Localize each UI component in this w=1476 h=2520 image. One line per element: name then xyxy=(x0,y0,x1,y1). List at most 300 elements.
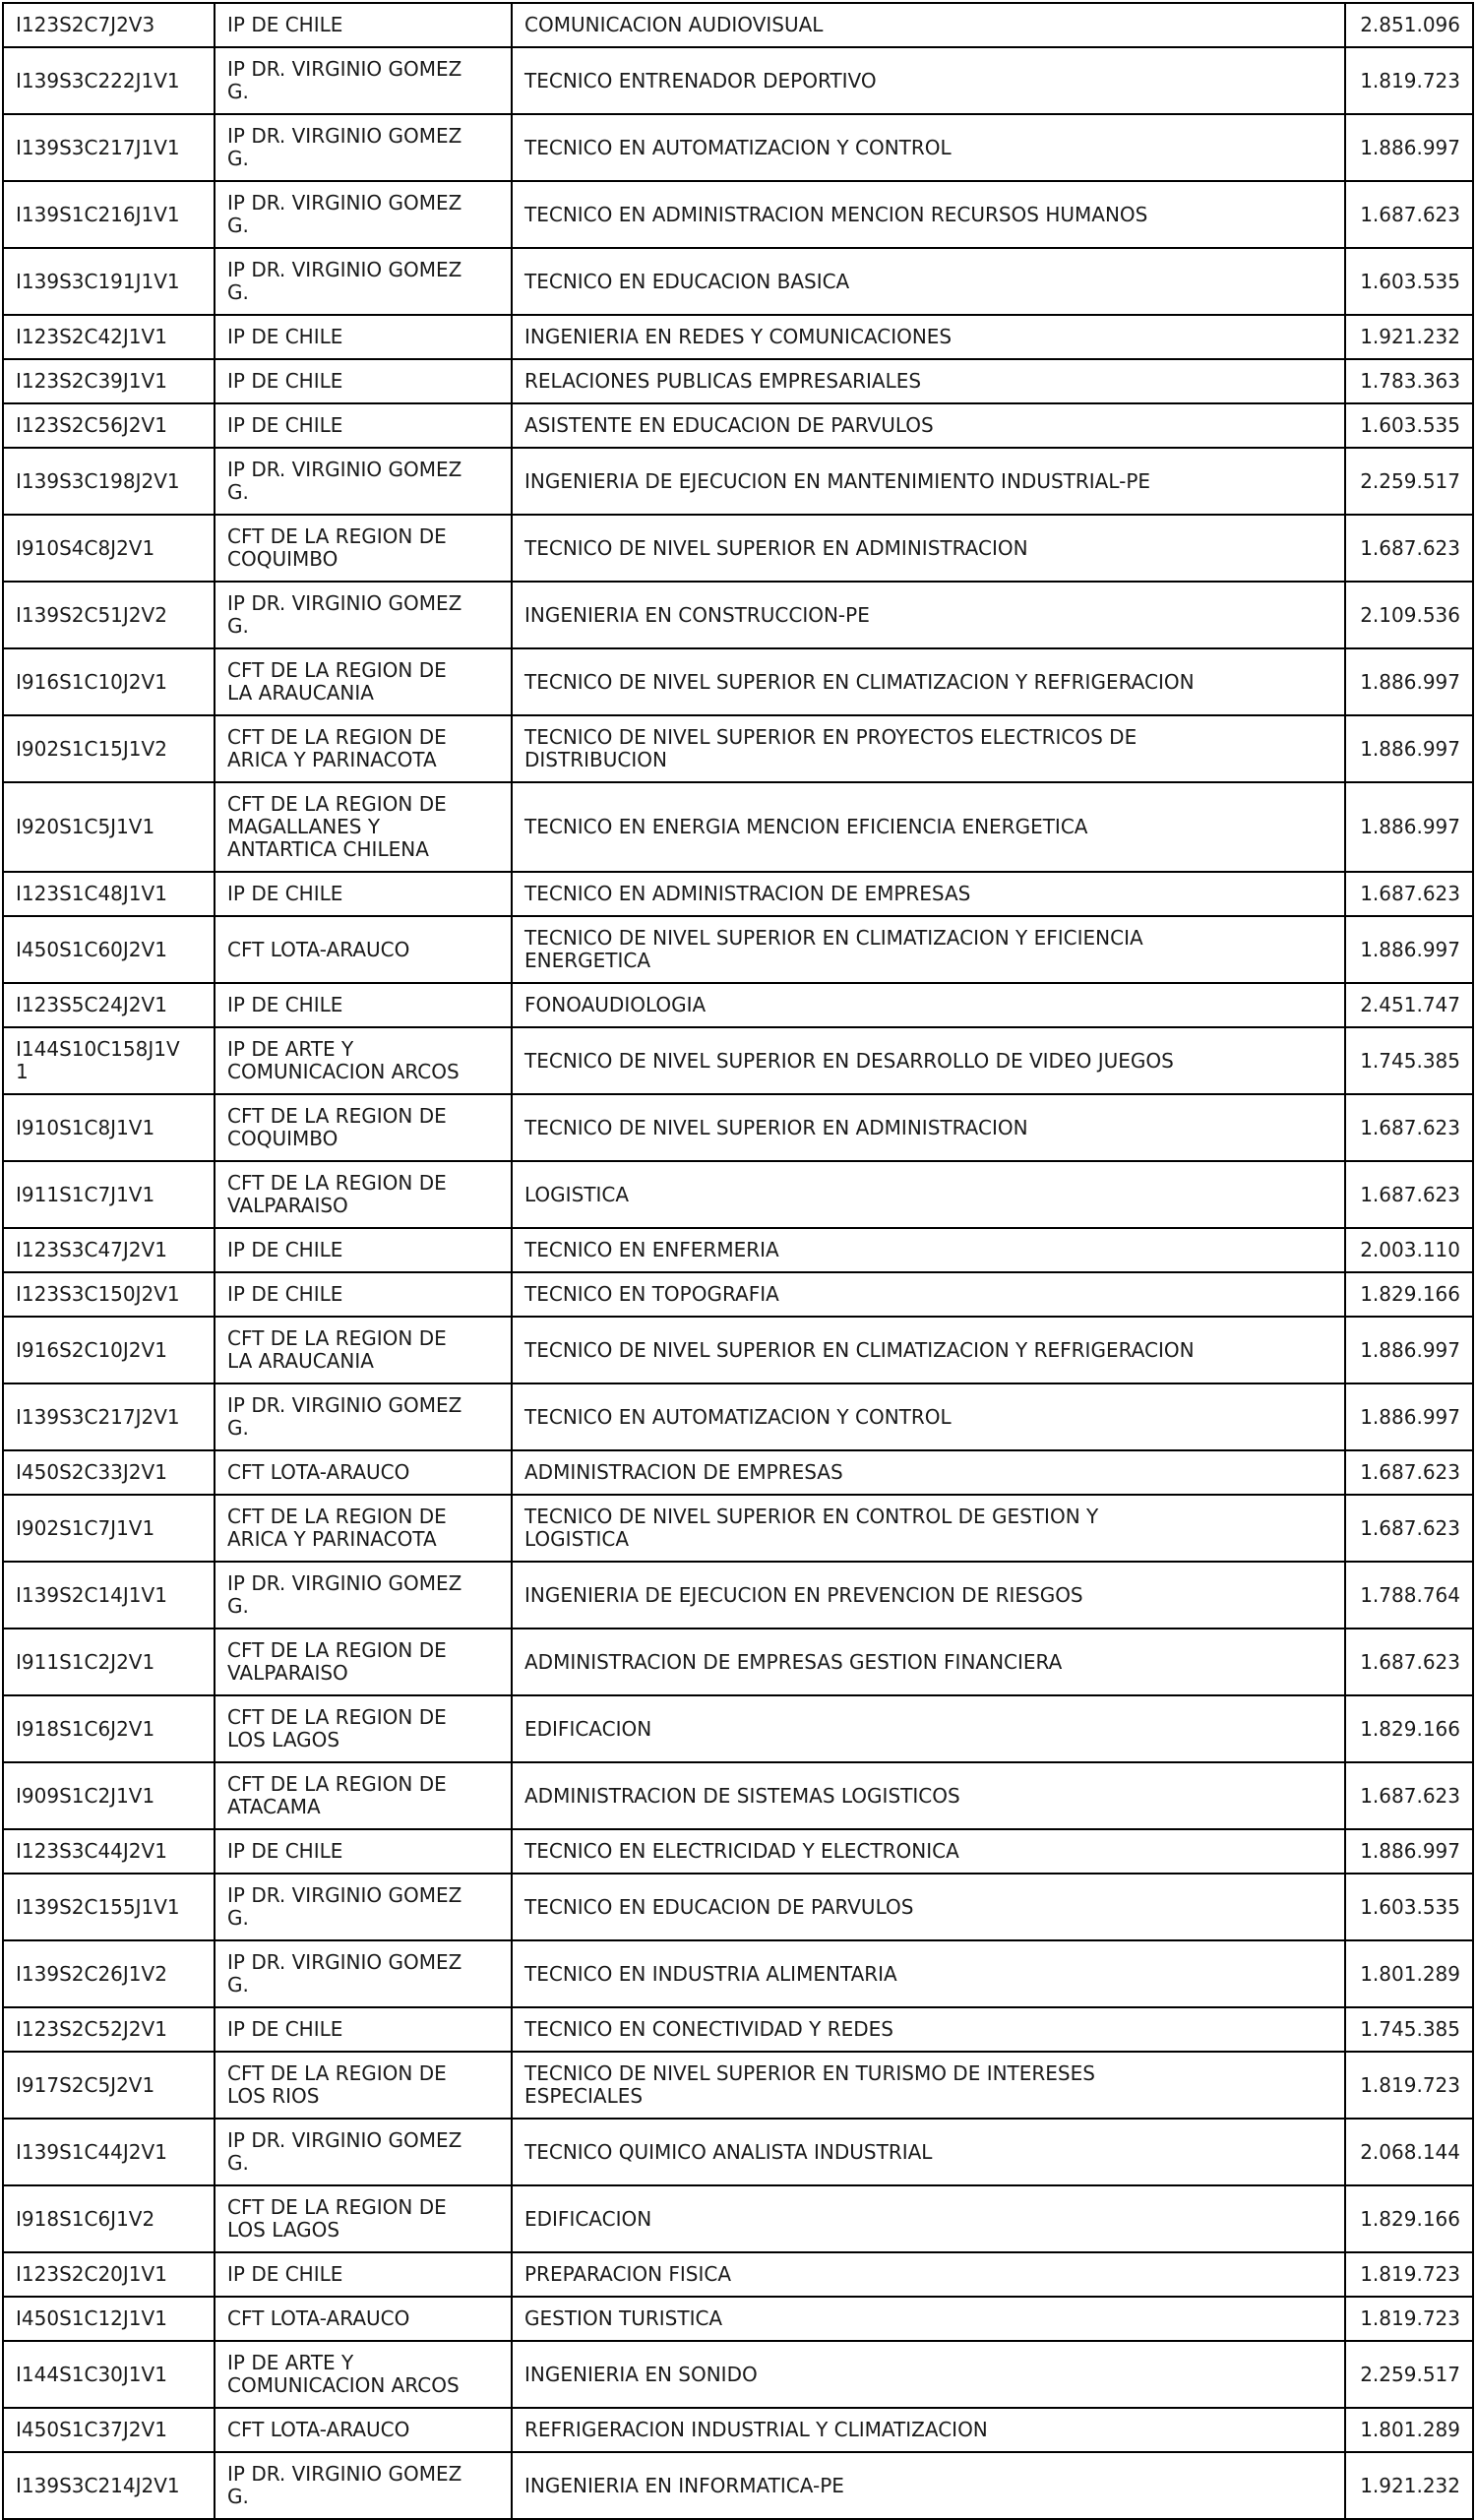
amount-text: 1.886.997 xyxy=(1360,135,1460,159)
table-row xyxy=(3,1027,1473,1094)
institution-text: IP DR. VIRGINIO GOMEZ G. xyxy=(227,2128,462,2175)
program-cell xyxy=(512,1094,1345,1161)
program-cell xyxy=(512,315,1345,359)
amount-text: 1.819.723 xyxy=(1360,2306,1460,2330)
table-row xyxy=(3,1272,1473,1317)
code-text: I139S2C26J1V2 xyxy=(16,1961,167,1986)
institution-cell xyxy=(215,1161,512,1228)
institution-cell xyxy=(215,1094,512,1161)
amount-cell xyxy=(1345,2052,1473,2119)
program-text: TECNICO EN CONECTIVIDAD Y REDES xyxy=(524,2017,893,2041)
code-text: I902S1C15J1V2 xyxy=(16,736,167,761)
code-text: I911S1C7J1V1 xyxy=(16,1182,155,1206)
amount-text: 1.687.623 xyxy=(1360,882,1460,905)
program-cell xyxy=(512,515,1345,582)
amount-text: 1.603.535 xyxy=(1360,269,1460,293)
amount-text: 1.819.723 xyxy=(1360,2262,1460,2286)
amount-cell xyxy=(1345,916,1473,983)
institution-cell xyxy=(215,1228,512,1272)
code-cell xyxy=(3,359,215,403)
program-text: COMUNICACION AUDIOVISUAL xyxy=(524,13,824,36)
amount-text: 1.687.623 xyxy=(1360,1649,1460,1674)
program-cell xyxy=(512,1317,1345,1383)
amount-text: 1.886.997 xyxy=(1360,736,1460,761)
table-row xyxy=(3,916,1473,983)
institution-text: CFT LOTA-ARAUCO xyxy=(227,937,410,961)
institution-text: IP DE CHILE xyxy=(227,882,343,905)
institution-text: CFT DE LA REGION DE LA ARAUCANIA xyxy=(227,1326,447,1373)
institution-cell xyxy=(215,2341,512,2408)
amount-text: 1.829.166 xyxy=(1360,2206,1460,2231)
institution-cell xyxy=(215,2452,512,2519)
table-row xyxy=(3,582,1473,648)
program-cell xyxy=(512,359,1345,403)
program-cell xyxy=(512,1383,1345,1450)
program-text: ADMINISTRACION DE EMPRESAS GESTION FINANCIERA xyxy=(524,1649,1063,1674)
code-text: I918S1C6J2V1 xyxy=(16,1716,155,1741)
institution-text: IP DR. VIRGINIO GOMEZ G. xyxy=(227,458,462,504)
amount-cell xyxy=(1345,1383,1473,1450)
code-text: I123S3C150J2V1 xyxy=(16,1282,180,1306)
amount-cell xyxy=(1345,872,1473,916)
amount-cell xyxy=(1345,315,1473,359)
program-cell xyxy=(512,983,1345,1027)
program-cell xyxy=(512,1161,1345,1228)
institution-cell xyxy=(215,1317,512,1383)
code-text: I139S3C217J2V1 xyxy=(16,1404,180,1429)
institution-cell xyxy=(215,403,512,448)
program-text: TECNICO DE NIVEL SUPERIOR EN TURISMO DE INTERESES ESPECIALES xyxy=(524,2061,1095,2108)
institution-cell xyxy=(215,1272,512,1317)
program-cell xyxy=(512,47,1345,114)
code-text: I918S1C6J1V2 xyxy=(16,2206,155,2231)
amount-text: 1.603.535 xyxy=(1360,1894,1460,1919)
program-text: TECNICO DE NIVEL SUPERIOR EN CLIMATIZACION Y REFRIGERACION xyxy=(524,669,1195,694)
amount-cell xyxy=(1345,2408,1473,2452)
table-row xyxy=(3,1161,1473,1228)
institution-text: CFT DE LA REGION DE COQUIMBO xyxy=(227,524,447,571)
code-cell xyxy=(3,1317,215,1383)
program-cell xyxy=(512,448,1345,515)
table-row xyxy=(3,2185,1473,2252)
institution-text: IP DR. VIRGINIO GOMEZ G. xyxy=(227,191,462,237)
institution-text: IP DR. VIRGINIO GOMEZ G. xyxy=(227,124,462,170)
institution-text: IP DE ARTE Y COMUNICACION ARCOS xyxy=(227,1037,460,1083)
table-row xyxy=(3,2452,1473,2519)
code-text: I139S3C222J1V1 xyxy=(16,68,180,92)
code-cell xyxy=(3,1695,215,1762)
table-row xyxy=(3,1562,1473,1629)
table-row xyxy=(3,359,1473,403)
code-text: I902S1C7J1V1 xyxy=(16,1515,155,1540)
program-cell xyxy=(512,1562,1345,1629)
amount-cell xyxy=(1345,1874,1473,1940)
institution-cell xyxy=(215,1629,512,1695)
institution-cell xyxy=(215,1762,512,1829)
table-row xyxy=(3,448,1473,515)
institution-cell xyxy=(215,2297,512,2341)
table-row xyxy=(3,1629,1473,1695)
code-text: I123S2C7J2V3 xyxy=(16,13,155,36)
code-text: I139S2C14J1V1 xyxy=(16,1582,167,1607)
table-row xyxy=(3,1450,1473,1495)
program-text: LOGISTICA xyxy=(524,1182,630,1206)
table-row xyxy=(3,1495,1473,1562)
institution-cell xyxy=(215,648,512,715)
program-cell xyxy=(512,2119,1345,2185)
amount-text: 1.886.997 xyxy=(1360,1337,1460,1362)
program-text: EDIFICACION xyxy=(524,1716,652,1741)
institution-cell xyxy=(215,1495,512,1562)
program-text: TECNICO EN AUTOMATIZACION Y CONTROL xyxy=(524,135,952,159)
institution-text: CFT DE LA REGION DE LOS RIOS xyxy=(227,2061,447,2108)
table-row xyxy=(3,2252,1473,2297)
amount-cell xyxy=(1345,1228,1473,1272)
institution-cell xyxy=(215,47,512,114)
program-text: PREPARACION FISICA xyxy=(524,2262,732,2286)
code-text: I910S4C8J2V1 xyxy=(16,535,155,560)
code-cell xyxy=(3,47,215,114)
institution-cell xyxy=(215,983,512,1027)
code-text: I450S2C33J2V1 xyxy=(16,1460,167,1484)
amount-text: 2.451.747 xyxy=(1360,993,1460,1016)
code-cell xyxy=(3,114,215,181)
institution-cell xyxy=(215,782,512,872)
program-cell xyxy=(512,2452,1345,2519)
program-cell xyxy=(512,1228,1345,1272)
amount-text: 1.886.997 xyxy=(1360,937,1460,961)
institution-text: IP DE CHILE xyxy=(227,993,343,1016)
amount-text: 1.687.623 xyxy=(1360,535,1460,560)
code-cell xyxy=(3,1094,215,1161)
institution-cell xyxy=(215,1027,512,1094)
institution-text: CFT DE LA REGION DE MAGALLANES Y ANTARTICA CHILENA xyxy=(227,792,447,861)
code-text: I916S1C10J2V1 xyxy=(16,669,167,694)
table-row xyxy=(3,1762,1473,1829)
table-row xyxy=(3,315,1473,359)
code-text: I139S3C191J1V1 xyxy=(16,269,180,293)
code-cell xyxy=(3,1495,215,1562)
code-cell xyxy=(3,983,215,1027)
amount-cell xyxy=(1345,359,1473,403)
amount-text: 1.687.623 xyxy=(1360,1182,1460,1206)
institution-text: CFT DE LA REGION DE LOS LAGOS xyxy=(227,1705,447,1752)
code-cell xyxy=(3,1383,215,1450)
code-text: I909S1C2J1V1 xyxy=(16,1783,155,1808)
institution-text: CFT DE LA REGION DE LA ARAUCANIA xyxy=(227,658,447,705)
table-row xyxy=(3,2341,1473,2408)
table-row xyxy=(3,515,1473,582)
program-cell xyxy=(512,2052,1345,2119)
code-cell xyxy=(3,582,215,648)
amount-text: 1.886.997 xyxy=(1360,815,1460,838)
program-cell xyxy=(512,181,1345,248)
code-cell xyxy=(3,1562,215,1629)
code-cell xyxy=(3,248,215,315)
institution-text: IP DR. VIRGINIO GOMEZ G. xyxy=(227,591,462,638)
program-text: EDIFICACION xyxy=(524,2206,652,2231)
table-row xyxy=(3,248,1473,315)
program-cell xyxy=(512,114,1345,181)
institution-text: IP DE ARTE Y COMUNICACION ARCOS xyxy=(227,2351,460,2397)
program-text: TECNICO EN ADMINISTRACION MENCION RECURSOS HUMANOS xyxy=(524,202,1148,226)
amount-cell xyxy=(1345,2341,1473,2408)
code-cell xyxy=(3,181,215,248)
program-text: TECNICO EN ENERGIA MENCION EFICIENCIA ENERGETICA xyxy=(524,815,1088,838)
program-cell xyxy=(512,582,1345,648)
code-cell xyxy=(3,1161,215,1228)
amount-cell xyxy=(1345,1094,1473,1161)
program-cell xyxy=(512,248,1345,315)
table-row xyxy=(3,1829,1473,1874)
program-text: INGENIERIA EN INFORMATICA-PE xyxy=(524,2473,844,2497)
code-text: I123S3C47J2V1 xyxy=(16,1238,167,1261)
amount-text: 2.068.144 xyxy=(1360,2139,1460,2164)
institution-text: IP DE CHILE xyxy=(227,1839,343,1863)
institution-cell xyxy=(215,1940,512,2007)
program-text: INGENIERIA EN REDES Y COMUNICACIONES xyxy=(524,325,953,348)
institution-cell xyxy=(215,1695,512,1762)
code-cell xyxy=(3,2252,215,2297)
code-text: I911S1C2J2V1 xyxy=(16,1649,155,1674)
program-text: TECNICO DE NIVEL SUPERIOR EN ADMINISTRACION xyxy=(524,535,1028,560)
amount-text: 1.886.997 xyxy=(1360,1404,1460,1429)
program-cell xyxy=(512,1450,1345,1495)
code-text: I123S2C52J2V1 xyxy=(16,2017,167,2041)
table-row xyxy=(3,1695,1473,1762)
program-cell xyxy=(512,2007,1345,2052)
amount-cell xyxy=(1345,1695,1473,1762)
code-cell xyxy=(3,1629,215,1695)
amount-cell xyxy=(1345,3,1473,47)
program-text: INGENIERIA DE EJECUCION EN MANTENIMIENTO INDUSTRIAL-PE xyxy=(524,468,1151,493)
program-cell xyxy=(512,1272,1345,1317)
code-cell xyxy=(3,1829,215,1874)
table-row xyxy=(3,2408,1473,2452)
program-text: TECNICO ENTRENADOR DEPORTIVO xyxy=(524,68,877,92)
institution-text: CFT DE LA REGION DE ARICA Y PARINACOTA xyxy=(227,1505,447,1551)
code-text: I139S3C198J2V1 xyxy=(16,468,180,493)
program-text: TECNICO QUIMICO ANALISTA INDUSTRIAL xyxy=(524,2139,933,2164)
institution-text: IP DR. VIRGINIO GOMEZ G. xyxy=(227,1393,462,1440)
amount-text: 1.886.997 xyxy=(1360,1839,1460,1863)
code-text: I139S3C217J1V1 xyxy=(16,135,180,159)
amount-text: 1.921.232 xyxy=(1360,325,1460,348)
program-text: TECNICO DE NIVEL SUPERIOR EN CONTROL DE GESTION Y LOGISTICA xyxy=(524,1505,1099,1551)
institution-cell xyxy=(215,515,512,582)
amount-cell xyxy=(1345,2185,1473,2252)
table-row xyxy=(3,2297,1473,2341)
institution-text: CFT DE LA REGION DE COQUIMBO xyxy=(227,1104,447,1150)
amount-cell xyxy=(1345,1940,1473,2007)
code-cell xyxy=(3,2297,215,2341)
program-cell xyxy=(512,715,1345,782)
amount-cell xyxy=(1345,715,1473,782)
code-text: I144S1C30J1V1 xyxy=(16,2362,167,2386)
institution-cell xyxy=(215,2052,512,2119)
amount-cell xyxy=(1345,1027,1473,1094)
institution-text: IP DR. VIRGINIO GOMEZ G. xyxy=(227,1883,462,1930)
code-text: I139S2C51J2V2 xyxy=(16,602,167,627)
programs-table xyxy=(2,2,1474,2520)
code-cell xyxy=(3,648,215,715)
program-text: REFRIGERACION INDUSTRIAL Y CLIMATIZACION xyxy=(524,2418,988,2441)
code-text: I450S1C12J1V1 xyxy=(16,2306,167,2330)
code-cell xyxy=(3,916,215,983)
amount-text: 2.109.536 xyxy=(1360,602,1460,627)
amount-cell xyxy=(1345,2007,1473,2052)
institution-cell xyxy=(215,2252,512,2297)
code-cell xyxy=(3,1272,215,1317)
amount-text: 1.687.623 xyxy=(1360,1783,1460,1808)
code-cell xyxy=(3,1940,215,2007)
table-body xyxy=(3,3,1473,2519)
program-cell xyxy=(512,1695,1345,1762)
program-text: ADMINISTRACION DE SISTEMAS LOGISTICOS xyxy=(524,1783,960,1808)
program-cell xyxy=(512,916,1345,983)
program-text: TECNICO DE NIVEL SUPERIOR EN ADMINISTRACION xyxy=(524,1115,1028,1139)
amount-text: 1.886.997 xyxy=(1360,669,1460,694)
table-row xyxy=(3,1317,1473,1383)
code-cell xyxy=(3,2007,215,2052)
amount-cell xyxy=(1345,1272,1473,1317)
amount-cell xyxy=(1345,2452,1473,2519)
amount-cell xyxy=(1345,248,1473,315)
code-cell xyxy=(3,315,215,359)
amount-cell xyxy=(1345,1450,1473,1495)
program-text: TECNICO EN AUTOMATIZACION Y CONTROL xyxy=(524,1404,952,1429)
table-row xyxy=(3,1383,1473,1450)
institution-cell xyxy=(215,1874,512,1940)
program-text: ASISTENTE EN EDUCACION DE PARVULOS xyxy=(524,413,934,437)
code-cell xyxy=(3,2452,215,2519)
code-cell xyxy=(3,2119,215,2185)
table-row xyxy=(3,782,1473,872)
institution-cell xyxy=(215,2007,512,2052)
institution-text: IP DE CHILE xyxy=(227,13,343,36)
table-row xyxy=(3,1094,1473,1161)
table-row xyxy=(3,2119,1473,2185)
table-row xyxy=(3,983,1473,1027)
institution-cell xyxy=(215,3,512,47)
program-cell xyxy=(512,2341,1345,2408)
amount-text: 1.687.623 xyxy=(1360,1460,1460,1484)
amount-cell xyxy=(1345,1317,1473,1383)
table-row xyxy=(3,2052,1473,2119)
institution-cell xyxy=(215,315,512,359)
code-text: I123S2C20J1V1 xyxy=(16,2262,167,2286)
code-cell xyxy=(3,1228,215,1272)
code-cell xyxy=(3,3,215,47)
program-text: TECNICO EN EDUCACION BASICA xyxy=(524,269,850,293)
institution-cell xyxy=(215,2408,512,2452)
amount-cell xyxy=(1345,648,1473,715)
institution-text: CFT DE LA REGION DE VALPARAISO xyxy=(227,1638,447,1685)
code-text: I123S1C48J1V1 xyxy=(16,882,167,905)
institution-cell xyxy=(215,1383,512,1450)
amount-text: 1.788.764 xyxy=(1360,1582,1460,1607)
amount-text: 1.687.623 xyxy=(1360,1115,1460,1139)
institution-text: CFT DE LA REGION DE LOS LAGOS xyxy=(227,2195,447,2242)
program-text: ADMINISTRACION DE EMPRESAS xyxy=(524,1460,843,1484)
program-text: GESTION TURISTICA xyxy=(524,2306,723,2330)
program-cell xyxy=(512,1940,1345,2007)
code-cell xyxy=(3,715,215,782)
code-text: I123S2C42J1V1 xyxy=(16,325,167,348)
program-cell xyxy=(512,1829,1345,1874)
institution-text: IP DE CHILE xyxy=(227,413,343,437)
institution-text: CFT LOTA-ARAUCO xyxy=(227,1460,410,1484)
institution-text: IP DR. VIRGINIO GOMEZ G. xyxy=(227,1950,462,1997)
institution-text: IP DE CHILE xyxy=(227,1282,343,1306)
program-text: INGENIERIA EN CONSTRUCCION-PE xyxy=(524,602,870,627)
institution-text: IP DE CHILE xyxy=(227,369,343,393)
institution-cell xyxy=(215,248,512,315)
amount-cell xyxy=(1345,2119,1473,2185)
code-cell xyxy=(3,2052,215,2119)
program-cell xyxy=(512,872,1345,916)
program-cell xyxy=(512,1874,1345,1940)
code-text: I139S1C216J1V1 xyxy=(16,202,180,226)
code-cell xyxy=(3,1450,215,1495)
amount-cell xyxy=(1345,983,1473,1027)
code-cell xyxy=(3,1762,215,1829)
program-text: TECNICO EN ADMINISTRACION DE EMPRESAS xyxy=(524,882,971,905)
institution-text: CFT LOTA-ARAUCO xyxy=(227,2418,410,2441)
table-row xyxy=(3,47,1473,114)
amount-text: 1.687.623 xyxy=(1360,202,1460,226)
program-cell xyxy=(512,2185,1345,2252)
amount-cell xyxy=(1345,1161,1473,1228)
program-cell xyxy=(512,1027,1345,1094)
institution-cell xyxy=(215,1562,512,1629)
amount-cell xyxy=(1345,2252,1473,2297)
amount-text: 2.003.110 xyxy=(1360,1238,1460,1261)
code-cell xyxy=(3,515,215,582)
program-text: TECNICO DE NIVEL SUPERIOR EN CLIMATIZACION Y REFRIGERACION xyxy=(524,1337,1195,1362)
program-text: FONOAUDIOLOGIA xyxy=(524,993,707,1016)
institution-cell xyxy=(215,872,512,916)
amount-text: 1.687.623 xyxy=(1360,1515,1460,1540)
program-text: INGENIERIA DE EJECUCION EN PREVENCION DE RIESGOS xyxy=(524,1582,1083,1607)
code-text: I910S1C8J1V1 xyxy=(16,1115,155,1139)
amount-text: 1.801.289 xyxy=(1360,2418,1460,2441)
code-cell xyxy=(3,872,215,916)
code-text: I144S10C158J1V1 xyxy=(16,1037,180,1083)
table-row xyxy=(3,3,1473,47)
institution-cell xyxy=(215,114,512,181)
amount-cell xyxy=(1345,1829,1473,1874)
institution-text: CFT DE LA REGION DE ATACAMA xyxy=(227,1772,447,1818)
code-cell xyxy=(3,2185,215,2252)
institution-text: IP DR. VIRGINIO GOMEZ G. xyxy=(227,1571,462,1618)
code-cell xyxy=(3,2341,215,2408)
program-cell xyxy=(512,1762,1345,1829)
code-cell xyxy=(3,403,215,448)
code-cell xyxy=(3,448,215,515)
program-cell xyxy=(512,2297,1345,2341)
amount-cell xyxy=(1345,2297,1473,2341)
amount-text: 1.801.289 xyxy=(1360,1961,1460,1986)
table-row xyxy=(3,181,1473,248)
amount-text: 1.603.535 xyxy=(1360,413,1460,437)
program-text: TECNICO DE NIVEL SUPERIOR EN DESARROLLO DE VIDEO JUEGOS xyxy=(524,1048,1174,1073)
program-text: TECNICO EN ELECTRICIDAD Y ELECTRONICA xyxy=(524,1839,959,1863)
table-row xyxy=(3,872,1473,916)
institution-text: CFT DE LA REGION DE VALPARAISO xyxy=(227,1171,447,1217)
program-text: TECNICO EN EDUCACION DE PARVULOS xyxy=(524,1894,914,1919)
institution-cell xyxy=(215,448,512,515)
